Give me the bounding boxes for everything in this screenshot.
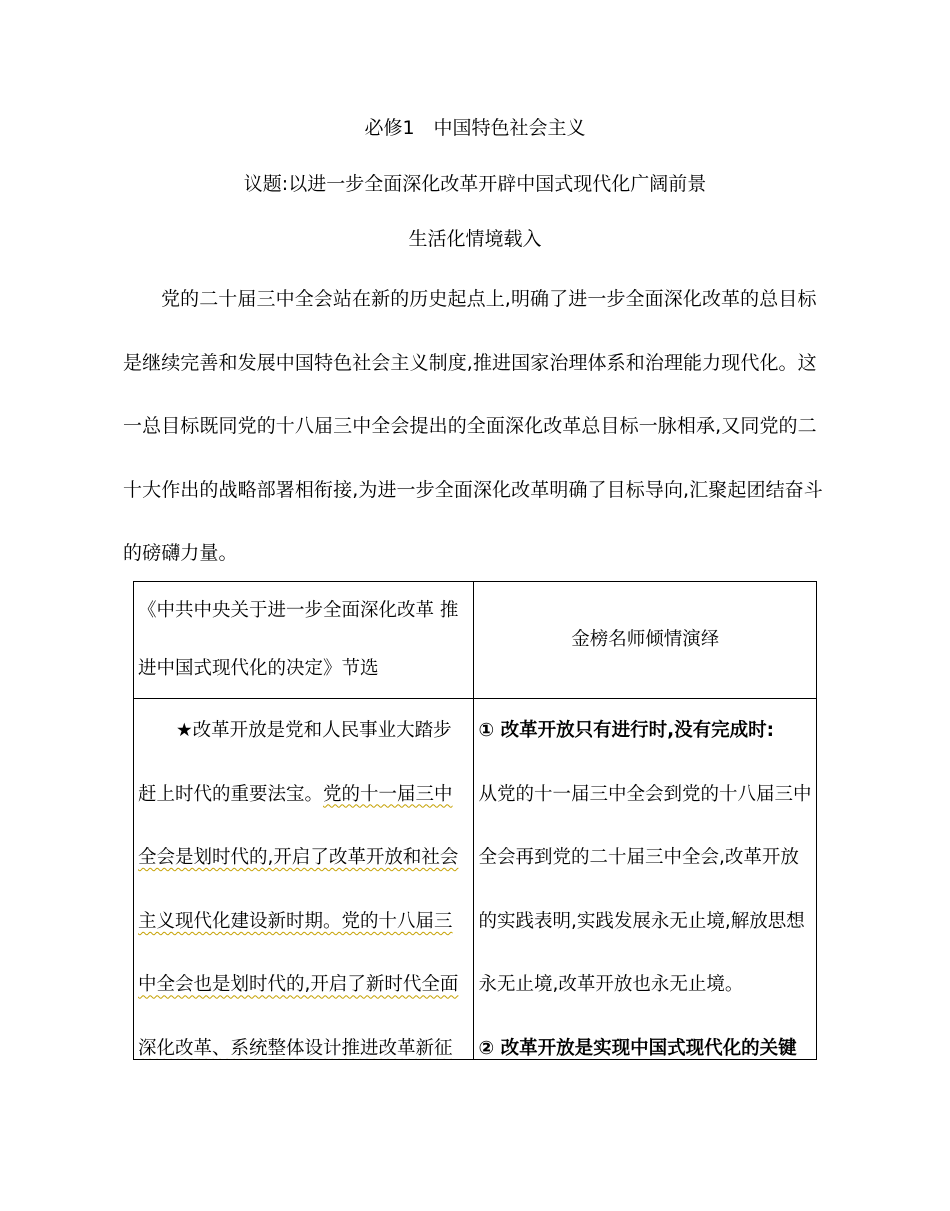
section-heading: 生活化情境载入 [408, 228, 542, 250]
topic-heading: 议题:以进一步全面深化改革开辟中国式现代化广阔前景 [243, 173, 707, 195]
excerpt-table [133, 581, 817, 1060]
header-right-cell [474, 582, 817, 699]
excerpt-lead: ★改革开放是党和人民事业大踏步赶上时代的重要法宝。 [138, 720, 452, 805]
intro-paragraph-text: 党的二十届三中全会站在新的历史起点上,明确了进一步全面深化改革的总目标是继续完善和发展中国特色社会主义制度,推进国家治理体系和治理能力现代化。这一总目标既同党的十八届三中全会提出的全面深化改革总目标一脉相承,又同党的二十大作出的战略部署相衔接,为进一步全面深化改革明确了目标导向,汇聚起团结奋斗的磅礴力量。 [123, 288, 823, 564]
intro-paragraph [123, 268, 823, 586]
table-body-row [134, 699, 817, 1060]
excerpt-cell [134, 699, 474, 1060]
excerpt-underlined: 党的十一届三中全会是划时代的,开启了改革开放和社会主义现代化建设新时期。党的十八届三中全会也是划时代的,开启了新时代全面深化改革、系统整体设计推进改革新征 [138, 783, 459, 1059]
header-right-text: 金榜名师倾情演绎 [571, 629, 720, 650]
document-title: 必修1 中国特色社会主义 [364, 117, 586, 139]
point-1-body: 从党的十一届三中全会到党的十八届三中全会再到党的二十届三中全会,改革开放的实践表明,实践发展永无止境,解放思想永无止境,改革开放也永无止境。 [478, 783, 812, 996]
point-1-title: ① 改革开放只有进行时,没有完成时: [478, 720, 775, 741]
commentary-text [474, 699, 816, 1059]
header-left-cell [134, 582, 474, 699]
header-left-text: 《中共中央关于进一步全面深化改革 推进中国式现代化的决定》节选 [138, 600, 459, 679]
table-header-row [134, 582, 817, 699]
commentary-cell [474, 699, 817, 1060]
point-2-title: ② 改革开放是实现中国式现代化的关键 [478, 1037, 797, 1059]
excerpt-text [134, 699, 473, 1059]
